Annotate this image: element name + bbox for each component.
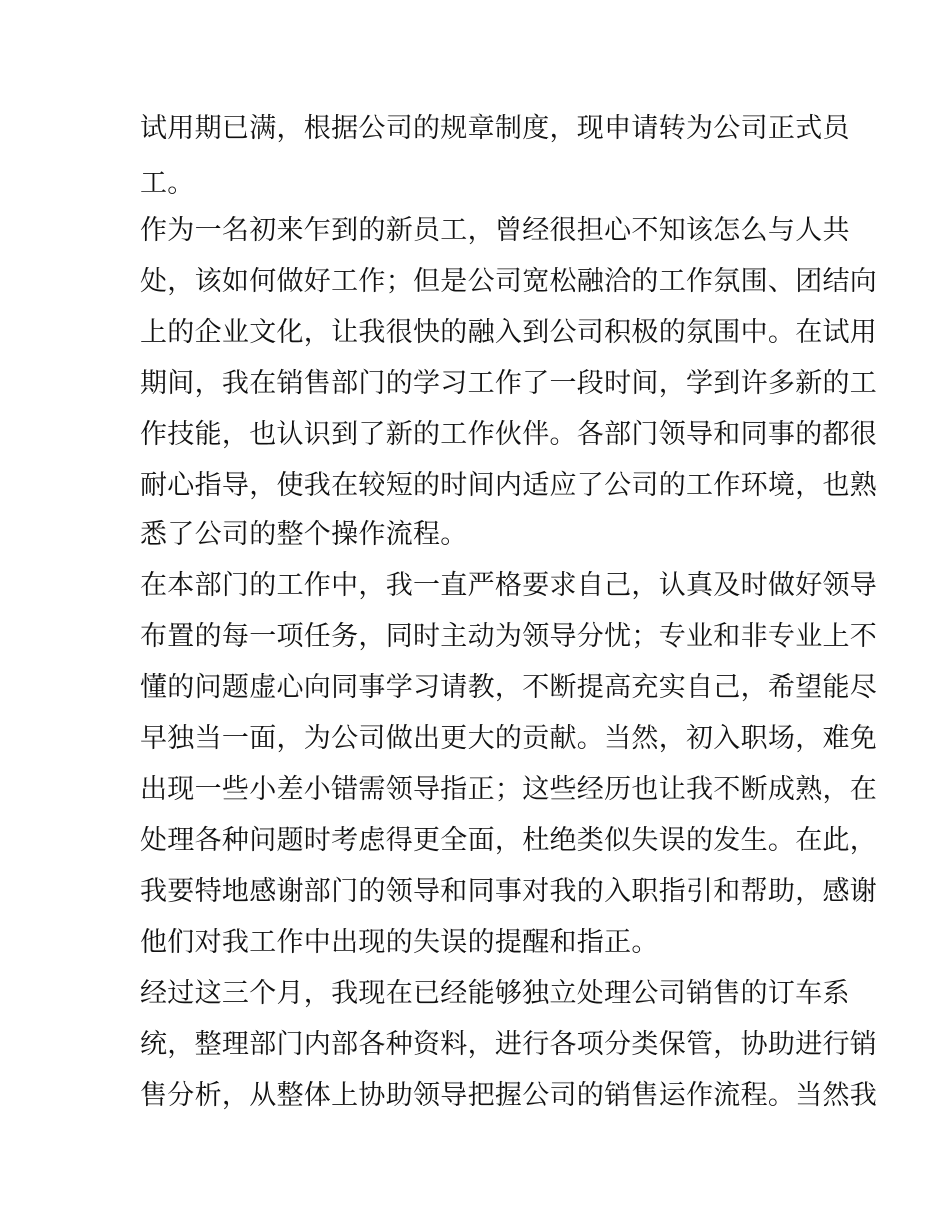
text-line: 我要特地感谢部门的领导和同事对我的入职指引和帮助，感谢 (140, 876, 878, 907)
text-line: 售分析，从整体上协助领导把握公司的销售运作流程。当然我 (140, 1080, 878, 1111)
text-line: 期间，我在销售部门的学习工作了一段时间，学到许多新的工 (140, 368, 878, 399)
text-line: 懂的问题虚心向同事学习请教，不断提高充实自己，希望能尽 (140, 672, 878, 703)
text-line: 统，整理部门内部各种资料，进行各项分类保管，协助进行销 (140, 1029, 878, 1060)
text-line: 早独当一面，为公司做出更大的贡献。当然，初入职场，难免 (140, 723, 878, 754)
text-line: 作技能，也认识到了新的工作伙伴。各部门领导和同事的都很 (140, 419, 878, 450)
text-line: 耐心指导，使我在较短的时间内适应了公司的工作环境，也熟 (140, 470, 878, 501)
text-line: 他们对我工作中出现的失误的提醒和指正。 (140, 927, 659, 958)
text-line: 作为一名初来乍到的新员工，曾经很担心不知该怎么与人共 (140, 215, 850, 246)
text-line: 悉了公司的整个操作流程。 (140, 519, 468, 550)
text-line: 试用期已满，根据公司的规章制度，现申请转为公司正式员 (140, 113, 850, 144)
text-line: 工。 (140, 168, 195, 199)
text-line: 布置的每一项任务，同时主动为领导分忧；专业和非专业上不 (140, 621, 878, 652)
text-line: 上的企业文化，让我很快的融入到公司积极的氛围中。在试用 (140, 317, 878, 348)
text-line: 经过这三个月，我现在已经能够独立处理公司销售的订车系 (140, 978, 850, 1009)
text-line: 在本部门的工作中，我一直严格要求自己，认真及时做好领导 (140, 570, 878, 601)
text-line: 出现一些小差小错需领导指正；这些经历也让我不断成熟，在 (140, 774, 878, 805)
text-line: 处理各种问题时考虑得更全面，杜绝类似失误的发生。在此， (140, 825, 878, 856)
text-line: 处，该如何做好工作；但是公司宽松融洽的工作氛围、团结向 (140, 266, 878, 297)
